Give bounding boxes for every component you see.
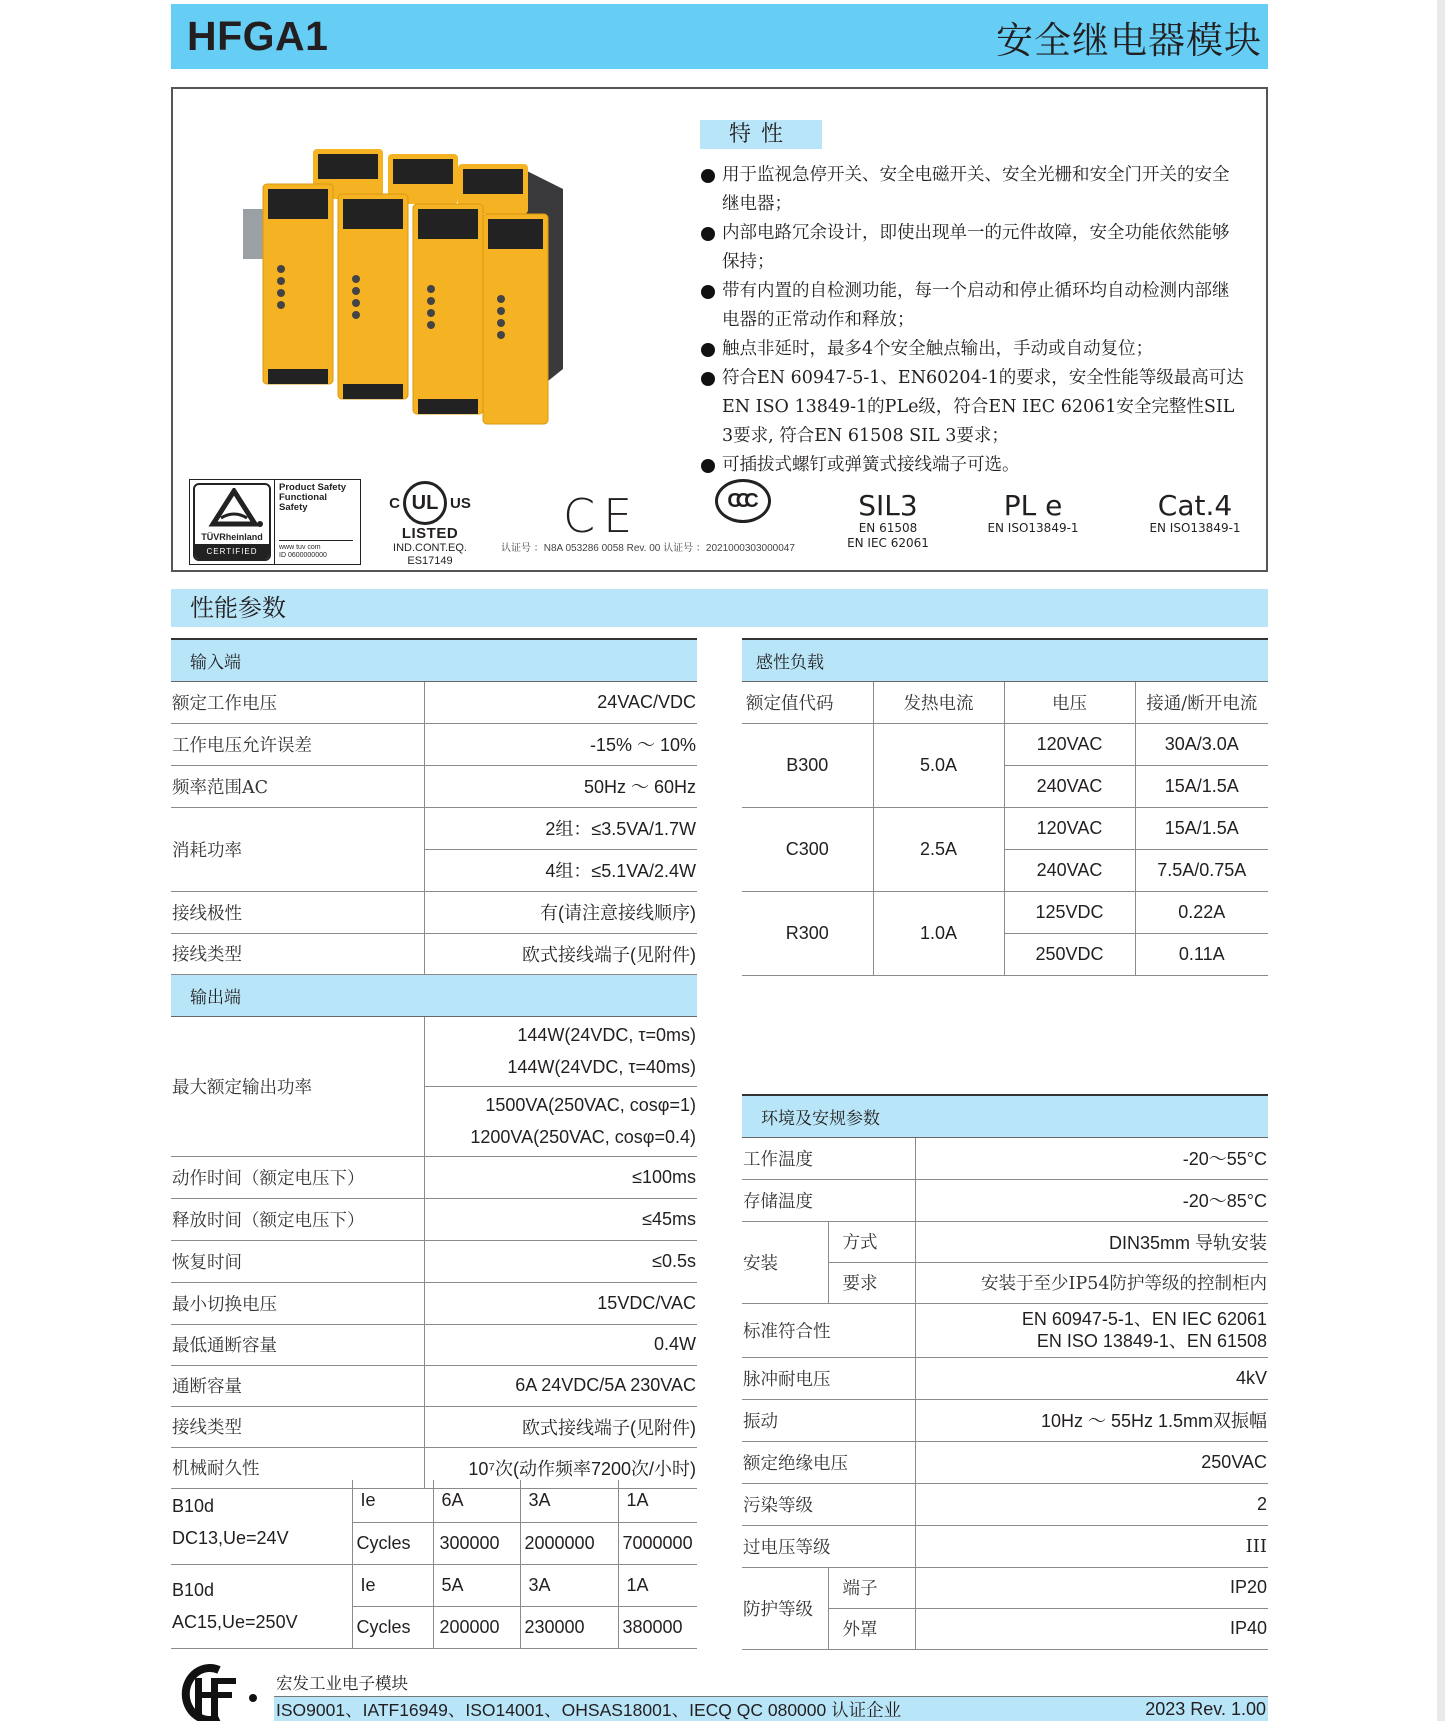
performance-section-title: 性能参数: [171, 589, 1268, 627]
table-row: 250VDC 0.11A: [742, 933, 1268, 975]
inductive-load-header: 感性负载: [742, 639, 1268, 681]
table-row: B300 5.0A 120VAC 30A/3.0A: [742, 723, 1268, 765]
document-revision: 2023 Rev. 1.00: [1145, 1698, 1266, 1719]
pl-rating: PL e EN ISO13849-1: [987, 489, 1079, 535]
table-row: C300 2.5A 120VAC 15A/1.5A: [742, 807, 1268, 849]
table-row: 1500VA(250VAC, cosφ=1) 1200VA(250VAC, cosφ=0.4): [171, 1086, 697, 1156]
tuv-triangle-icon: [197, 488, 271, 528]
table-row: 最小切换电压 15VDC/VAC: [171, 1282, 697, 1324]
table-row: 240VAC 15A/1.5A: [742, 765, 1268, 807]
table-row: 额定工作电压 24VAC/VDC: [171, 681, 697, 723]
feature-item: 用于监视急停开关、安全电磁开关、安全光栅和安全门开关的安全继电器；: [700, 161, 1245, 219]
feature-item: 带有内置的自检测功能，每一个启动和停止循环均自动检测内部继电器的正常动作和释放；: [700, 277, 1245, 335]
table-row: 最低通断容量 0.4W: [171, 1324, 697, 1365]
table-row: 动作时间（额定电压下） ≤100ms: [171, 1156, 697, 1198]
table-row: 通断容量 6A 24VDC/5A 230VAC: [171, 1365, 697, 1406]
table-row: 释放时间（额定电压下） ≤45ms: [171, 1198, 697, 1240]
table-row: 机械耐久性 10⁷次(动作频率7200次/小时): [171, 1447, 697, 1488]
inductive-load-table: [742, 638, 1268, 976]
table-row: 240VAC 7.5A/0.75A: [742, 849, 1268, 891]
quality-certifications: ISO9001、IATF16949、ISO14001、OHSAS18001、IECQ QC 080000 认证企业: [276, 1699, 902, 1720]
features-list: [700, 161, 1245, 480]
table-row: 接线类型 欧式接线端子(见附件): [171, 1406, 697, 1447]
title-bar: [171, 4, 1268, 69]
ul-mark-icon: UL: [403, 481, 447, 525]
feature-item: 符合EN 60947-5-1、EN60204-1的要求，安全性能等级最高可达EN ISO 13849-1的PLe级，符合EN IEC 62061安全完整性SIL 3要求, 符合EN 61508 SIL 3要求；: [700, 364, 1245, 451]
certification-row: [173, 469, 1266, 569]
table-row: 4组：≤5.1VA/2.4W: [171, 849, 697, 891]
hongfa-logo-icon: [171, 1664, 267, 1721]
table-row: 消耗功率 2组：≤3.5VA/1.7W: [171, 807, 697, 849]
table-row: 工作电压允许误差 -15% ～ 10%: [171, 723, 697, 765]
feature-item: 内部电路冗余设计，即使出现单一的元件故障，安全功能依然能够保持；: [700, 219, 1245, 277]
table-row: 安装 方式 DIN35mm 导轨安装: [742, 1221, 1268, 1262]
environment-table: [742, 1094, 1268, 1650]
tuv-title: Product Safety Functional Safety: [279, 482, 347, 513]
input-output-table: [171, 638, 697, 1489]
tuv-url: www tuv com ID 0600000000: [279, 540, 353, 560]
product-name: 安全继电器模块: [996, 18, 1262, 62]
footer-bar: [274, 1696, 1268, 1721]
table-row: 外罩 IP40: [742, 1608, 1268, 1649]
tuv-certified-badge: CERTIFIED: [195, 544, 269, 559]
table-row: 振动 10Hz ～ 55Hz 1.5mm双振幅: [742, 1399, 1268, 1441]
ce-mark-icon: CE: [563, 489, 641, 543]
category-rating: Cat.4 EN ISO13849-1: [1149, 489, 1241, 535]
certificate-numbers: 认证号 ：N8A 053286 0058 Rev. 00 认证号 ：2021000303000047: [501, 543, 795, 554]
table-row: B10d AC15,Ue=250V Ie 5A 3A 1A: [171, 1564, 697, 1606]
sil-rating: SIL3 EN 61508 EN IEC 62061: [847, 489, 929, 550]
table-row: 接线类型 欧式接线端子(见附件): [171, 933, 697, 974]
table-row: 额定绝缘电压 250VAC: [742, 1441, 1268, 1483]
table-row: 防护等级 端子 IP20: [742, 1567, 1268, 1608]
features-panel: [171, 87, 1268, 572]
feature-item: 可插拔式螺钉或弹簧式接线端子可选。: [700, 451, 1245, 480]
table-row: Cycles 200000 230000 380000: [171, 1606, 697, 1648]
page-edge: [1437, 0, 1445, 1721]
tuv-brand: TÜVRheinland: [201, 532, 263, 542]
table-row: 要求 安装于至少IP54防护等级的控制柜内: [742, 1262, 1268, 1303]
table-row: B10d DC13,Ue=24V Ie 6A 3A 1A: [171, 1480, 697, 1522]
table-header-row: 额定值代码 发热电流 电压 接通/断开电流: [742, 681, 1268, 723]
footer: [171, 1664, 1268, 1721]
table-row: 存储温度 -20～85°C: [742, 1179, 1268, 1221]
table-row: 频率范围AC 50Hz ～ 60Hz: [171, 765, 697, 807]
tuv-certification-logo: [189, 479, 361, 565]
table-row: R300 1.0A 125VDC 0.22A: [742, 891, 1268, 933]
b10d-table: [171, 1480, 697, 1649]
output-section-header: 输出端: [171, 974, 697, 1016]
product-model: HFGA1: [187, 13, 329, 59]
input-section-header: 输入端: [171, 639, 697, 681]
ul-listed-logo: C UL US LISTED IND.CONT.EQ. ES17149: [385, 481, 475, 568]
company-name: 宏发工业电子模块: [276, 1674, 408, 1693]
ccc-mark-icon: CCC: [715, 479, 771, 523]
table-row: 标准符合性 EN 60947-5-1、EN IEC 62061 EN ISO 13849-1、EN 61508: [742, 1303, 1268, 1357]
table-row: 最大额定输出功率 144W(24VDC, τ=0ms) 144W(24VDC, τ=40ms): [171, 1016, 697, 1086]
table-row: 污染等级 2: [742, 1483, 1268, 1525]
table-row: 过电压等级 III: [742, 1525, 1268, 1567]
product-image: [243, 139, 563, 429]
features-heading: 特性: [700, 120, 822, 149]
feature-item: 触点非延时，最多4个安全触点输出，手动或自动复位；: [700, 335, 1245, 364]
table-row: 工作温度 -20～55°C: [742, 1137, 1268, 1179]
table-row: 接线极性 有(请注意接线顺序): [171, 891, 697, 933]
table-row: 脉冲耐电压 4kV: [742, 1357, 1268, 1399]
table-row: 恢复时间 ≤0.5s: [171, 1240, 697, 1282]
environment-header: 环境及安规参数: [742, 1095, 1268, 1137]
table-row: Cycles 300000 2000000 7000000: [171, 1522, 697, 1564]
